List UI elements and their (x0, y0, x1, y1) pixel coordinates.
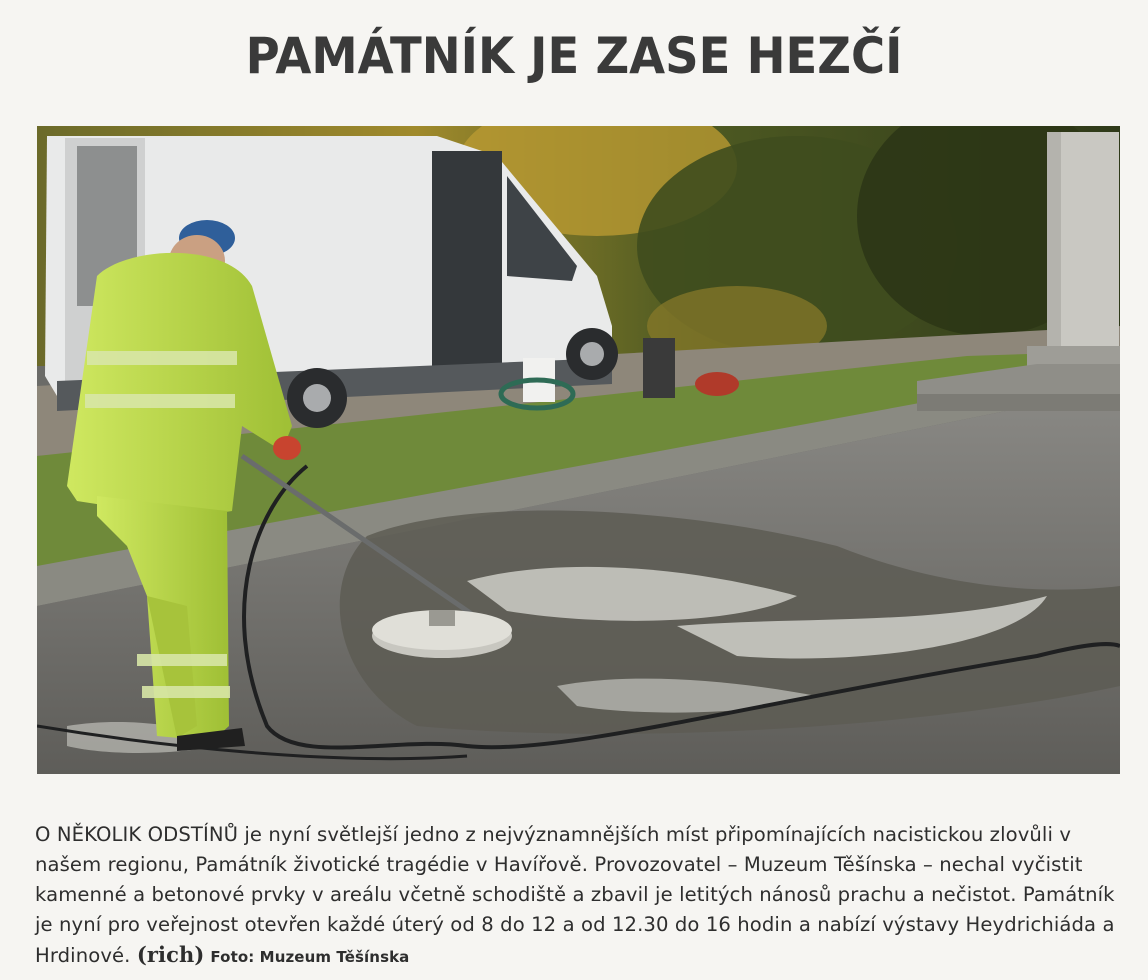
caption-lead: O NĚKOLIK ODSTÍNŮ (35, 823, 239, 846)
caption-body: je nyní světlejší jedno z nejvýznamnějších míst připomínajících nacistickou zlovůli v našem regionu, Památník životické tragédie v Havířově. Provozovatel – Muzeum Těšínska – nechal vyčistit kamenné a betonové prvky v areálu včetně schodiště a zbavil je letitých nánosů prachu a nečistot. Památník je nyní pro veřejnost otevřen každé úterý od 8 do 12 a od 12.30 do 16 hodin a nabízí výstavy Heydrichiáda a Hrdinové. (35, 823, 1115, 967)
headline: PAMÁTNÍK JE ZASE HEZČÍ (245, 27, 903, 85)
article-photo (37, 126, 1120, 774)
pressure-washer (643, 338, 675, 398)
photo-caption (35, 820, 1115, 972)
author-signature: (rich) (136, 942, 205, 967)
photo-credit: Foto: Muzeum Těšínska (210, 948, 410, 966)
